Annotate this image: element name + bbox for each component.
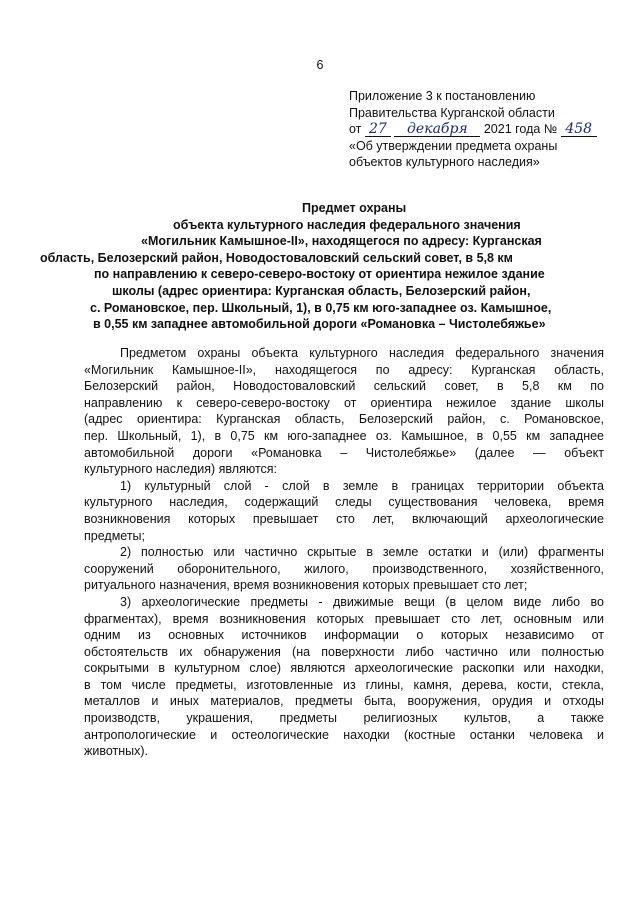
body-line: металлов и иных материалов, предметы быта, вооружения, орудия и отходы xyxy=(84,694,604,709)
handwritten-doc-number: 458 xyxy=(561,123,597,137)
title-line: область, Белозерский район, Новодостоваловский сельский совет, в 5,8 км xyxy=(40,250,513,265)
body-line: в том числе предметы, изготовленные из глины, камня, дерева, кости, стекла, xyxy=(84,677,604,692)
body-line: сокрытыми в культурном слое) являются археологические раскопки или находки, xyxy=(84,661,604,676)
body-line: «Могильник Камышное-II», находящегося по адресу: Курганская область, xyxy=(84,362,604,377)
body-line: 1) культурный слой - слой в земле в границах территории объекта xyxy=(120,478,604,493)
body-line: сооружений оборонительного, жилого, производственного, хозяйственного, xyxy=(84,561,604,576)
appendix-line: объектов культурного наследия» xyxy=(349,155,540,169)
body-line: предметы; xyxy=(84,528,146,543)
body-line: направлению к северо-северо-востоку от ориентира нежилое здание школы xyxy=(84,395,604,410)
body-line: возникновения которых превышает сто лет, включающий археологические xyxy=(84,511,604,526)
handwritten-day: 27 xyxy=(365,123,391,137)
body-line: животных). xyxy=(84,744,149,759)
body-line: ритуального назначения, время возникновения которых превышает сто лет; xyxy=(84,578,528,593)
document-title xyxy=(40,200,640,333)
appendix-header xyxy=(349,88,629,171)
body-line: производств, украшения, предметы религиозных культов, а также xyxy=(84,711,604,726)
body-line: автомобильной дороги «Романовка – Чистолебяжье» (далее — объект xyxy=(84,445,604,460)
appendix-date-line xyxy=(349,121,629,138)
body-line: (адрес ориентира: Курганская область, Белозерский район, с. Романовское, xyxy=(84,412,604,427)
title-line: в 0,55 км западнее автомобильной дороги «Романовка – Чистолебяжье» xyxy=(93,317,546,332)
body-line: пер. Школьный, 1), в 0,75 км юго-западнее оз. Камышное, в 0,55 км западнее xyxy=(84,428,604,443)
page-number: 6 xyxy=(316,58,324,72)
appendix-line: «Об утверждении предмета охраны xyxy=(349,138,558,153)
body-line: обстоятельств их обнаружения (на поверхности либо частично или полностью xyxy=(84,644,604,659)
handwritten-month: декабря xyxy=(394,123,480,137)
title-line: с. Романовское, пер. Школьный, 1), в 0,75 км юго-западнее оз. Камышное, xyxy=(90,300,552,315)
body-line: фрагментах), время возникновения которых превышает сто лет, основным или xyxy=(84,611,604,626)
date-year: 2021 года № xyxy=(483,122,558,136)
body-line: одним из основных источников информации о которых независимо от xyxy=(84,628,604,643)
body-line: Белозерский район, Новодостоваловский сельский совет, в 5,8 км по xyxy=(84,379,604,394)
title-line: по направлению к северо-северо-востоку от ориентира нежилое здание xyxy=(94,267,545,282)
title-line: объекта культурного наследия федерального значения xyxy=(173,217,521,232)
body-line: культурного наследия) являются: xyxy=(84,462,278,477)
body-line: Предметом охраны объекта культурного наследия федерального значения xyxy=(120,346,604,360)
title-line: Предмет охраны xyxy=(302,201,407,215)
title-line: «Могильник Камышное-II», находящегося по адресу: Курганская xyxy=(141,234,542,249)
body-line: 3) археологические предметы - движимые вещи (в целом виде либо во xyxy=(120,594,604,609)
date-prefix: от xyxy=(349,122,362,136)
body-line: антропологические и остеологические находки (костные останки человека и xyxy=(84,727,604,742)
appendix-line: Правительства Курганской области xyxy=(349,105,555,120)
body-line: 2) полностью или частично скрытые в земле остатки и (или) фрагменты xyxy=(120,545,604,560)
body-line: культурного наследия, содержащий следы существования человека, время xyxy=(84,495,604,510)
title-line: школы (адрес ориентира: Курганская область, Белозерский район, xyxy=(112,283,531,298)
document-body xyxy=(84,345,604,760)
appendix-line: Приложение 3 к постановлению xyxy=(349,89,536,103)
